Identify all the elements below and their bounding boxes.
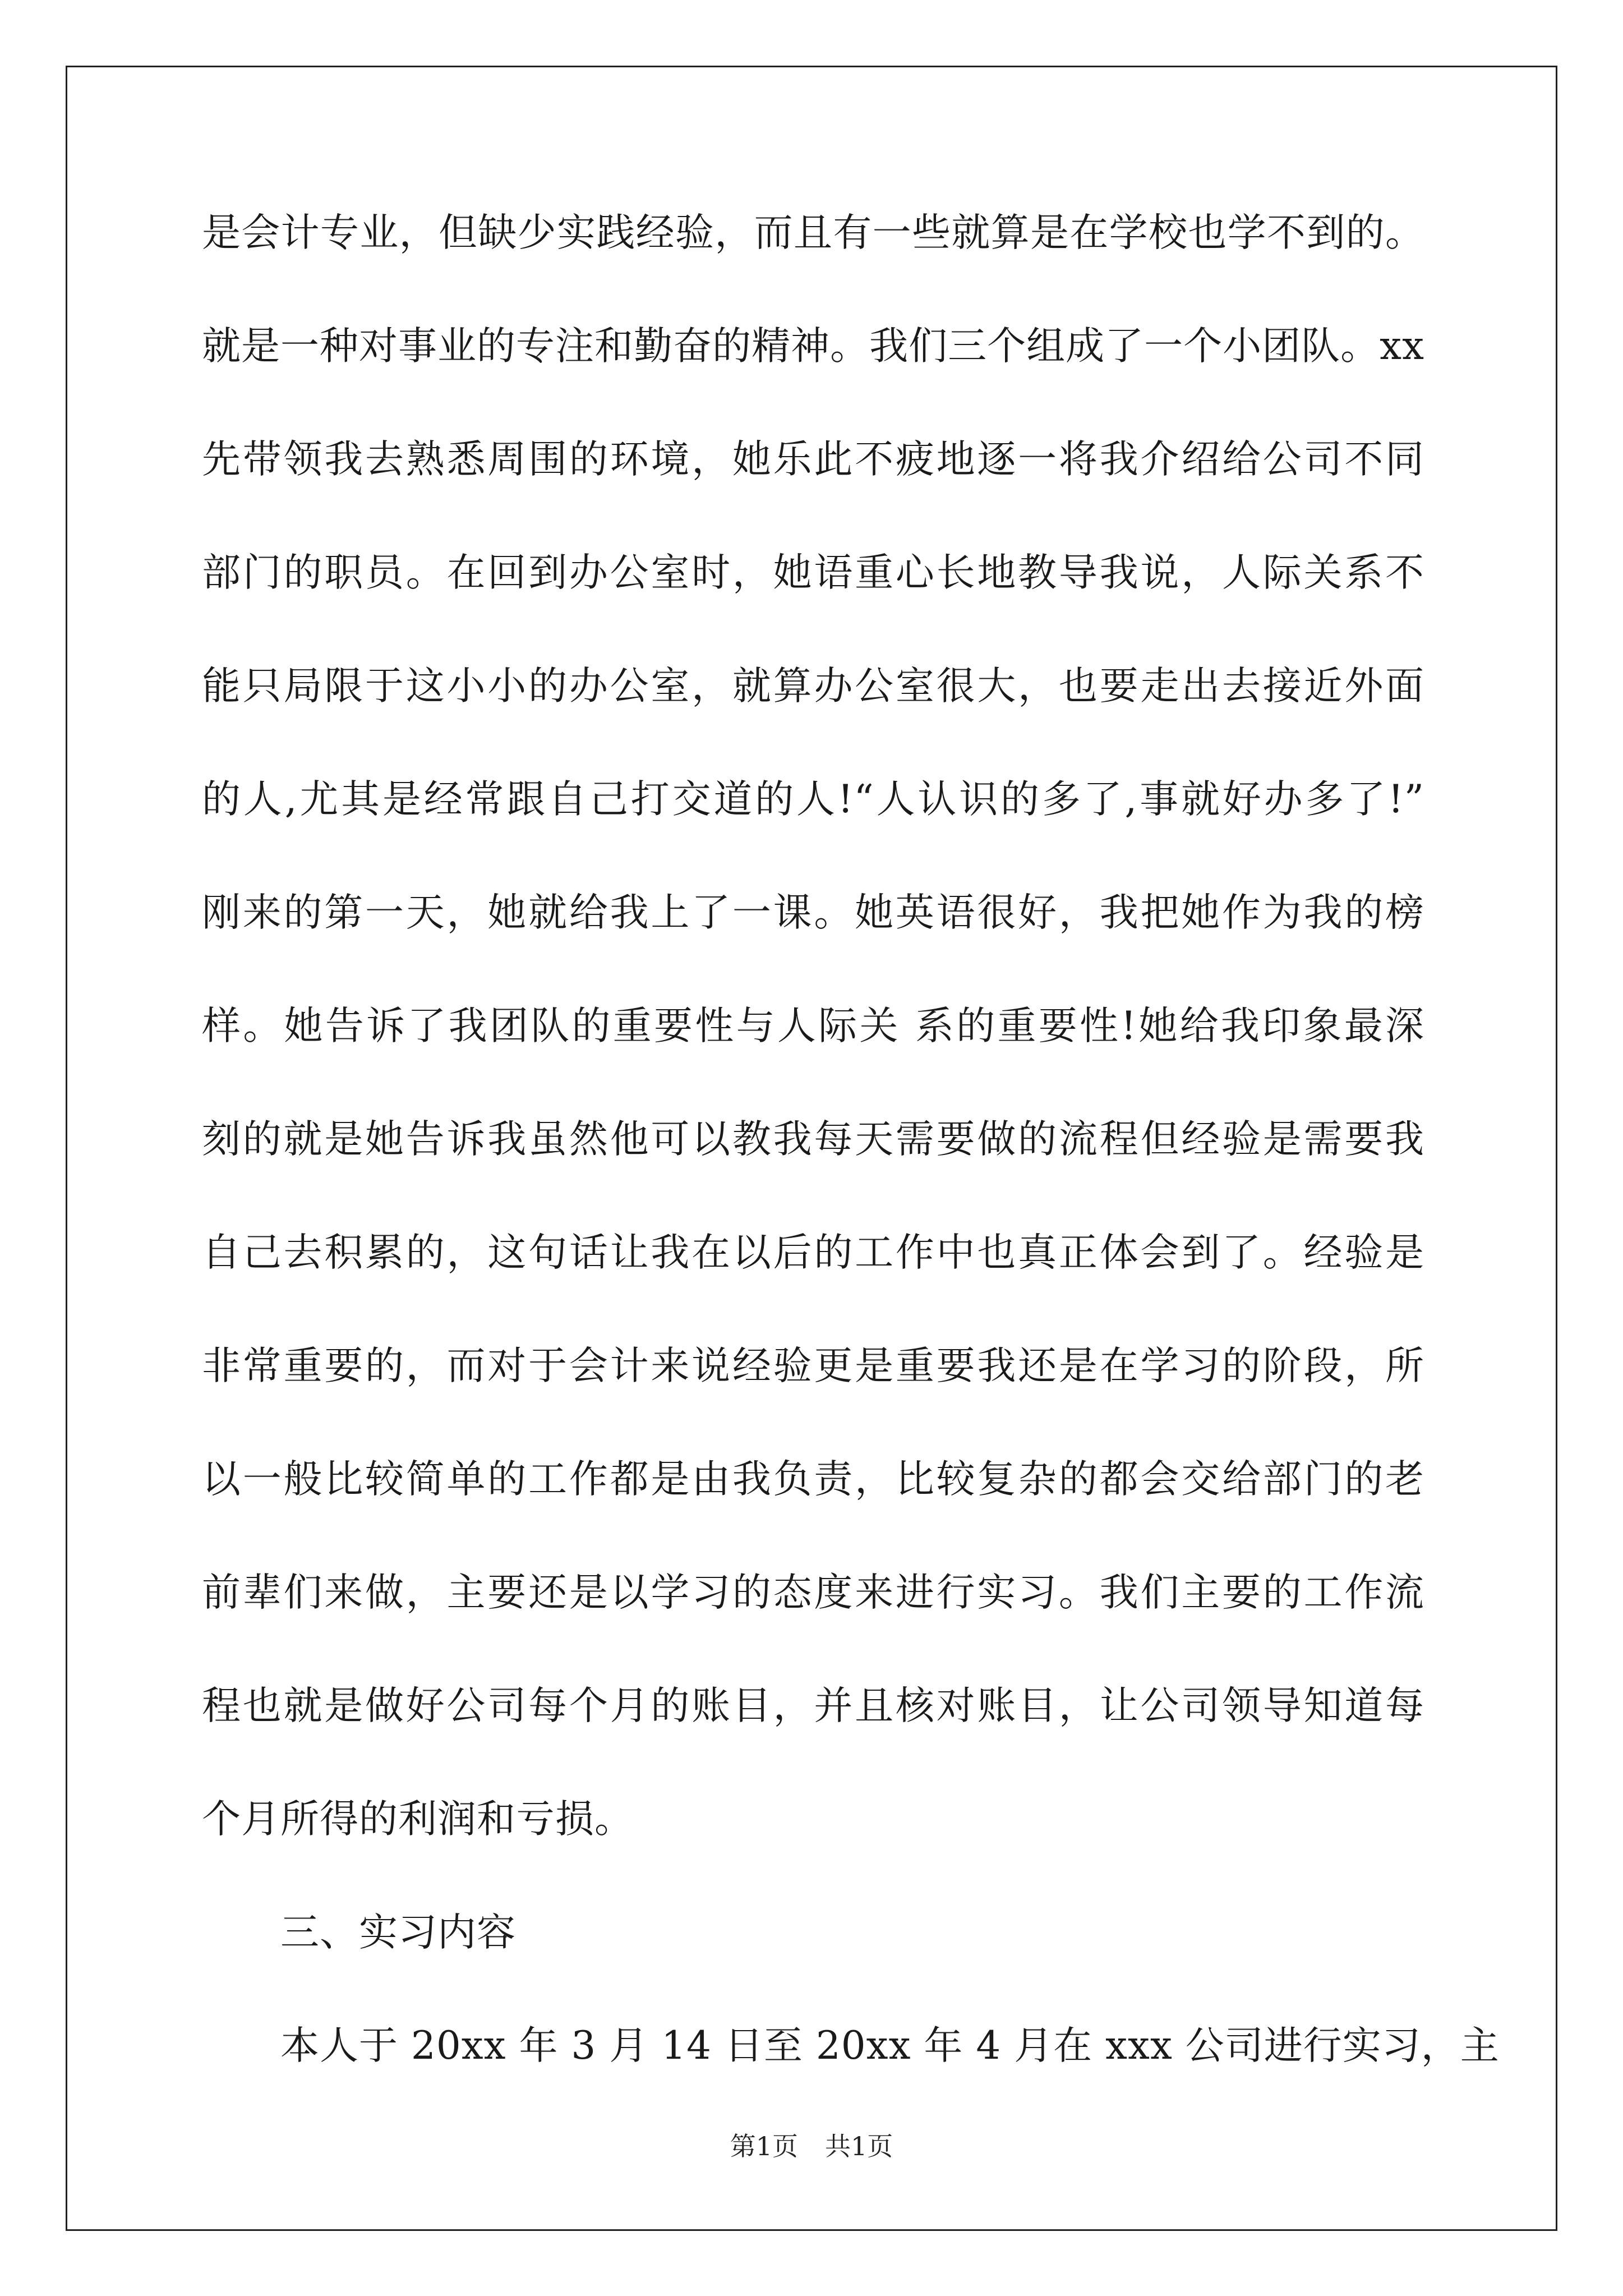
text-line-2: 就是一种对事业的专注和勤奋的精神。我们三个组成了一个小团队。xx	[202, 324, 1424, 369]
text-line-1: 是会计专业，但缺少实践经验，而且有一些就算是在学校也学不到的。	[202, 210, 1424, 255]
text-line-7: 刚来的第一天，她就给我上了一课。她英语很好，我把她作为我的榜	[202, 890, 1424, 935]
text-line-8: 样。她告诉了我团队的重要性与人际关 系的重要性!她给我印象最深	[202, 1004, 1424, 1048]
section-heading: 三、实习内容	[280, 1910, 516, 1955]
page-number: 第1页	[730, 2131, 798, 2161]
page-total: 共1页	[825, 2131, 893, 2161]
text-line-15: 个月所得的利润和亏损。	[202, 1797, 634, 1842]
text-line-3: 先带领我去熟悉周围的环境，她乐此不疲地逐一将我介绍给公司不同	[202, 437, 1424, 482]
text-line-14: 程也就是做好公司每个月的账目，并且核对账目，让公司领导知道每	[202, 1683, 1424, 1728]
paragraph-start-line: 本人于 20xx 年 3 月 14 日至 20xx 年 4 月在 xxx 公司进行实习，主	[280, 2023, 1500, 2068]
text-line-4: 部门的职员。在回到办公室时，她语重心长地教导我说，人际关系不	[202, 550, 1424, 595]
text-line-11: 非常重要的，而对于会计来说经验更是重要我还是在学习的阶段，所	[202, 1343, 1424, 1388]
page-footer	[0, 2126, 1623, 2163]
document-body	[202, 210, 1500, 2137]
text-line-5: 能只局限于这小小的办公室，就算办公室很大，也要走出去接近外面	[202, 664, 1424, 708]
text-line-13: 前辈们来做，主要还是以学习的态度来进行实习。我们主要的工作流	[202, 1570, 1424, 1615]
text-line-9: 刻的就是她告诉我虽然他可以教我每天需要做的流程但经验是需要我	[202, 1117, 1424, 1162]
text-line-10: 自己去积累的，这句话让我在以后的工作中也真正体会到了。经验是	[202, 1230, 1424, 1275]
text-line-6: 的人,尤其是经常跟自己打交道的人!“人认识的多了,事就好办多了!”	[202, 777, 1424, 822]
text-line-12: 以一般比较简单的工作都是由我负责，比较复杂的都会交给部门的老	[202, 1457, 1424, 1502]
